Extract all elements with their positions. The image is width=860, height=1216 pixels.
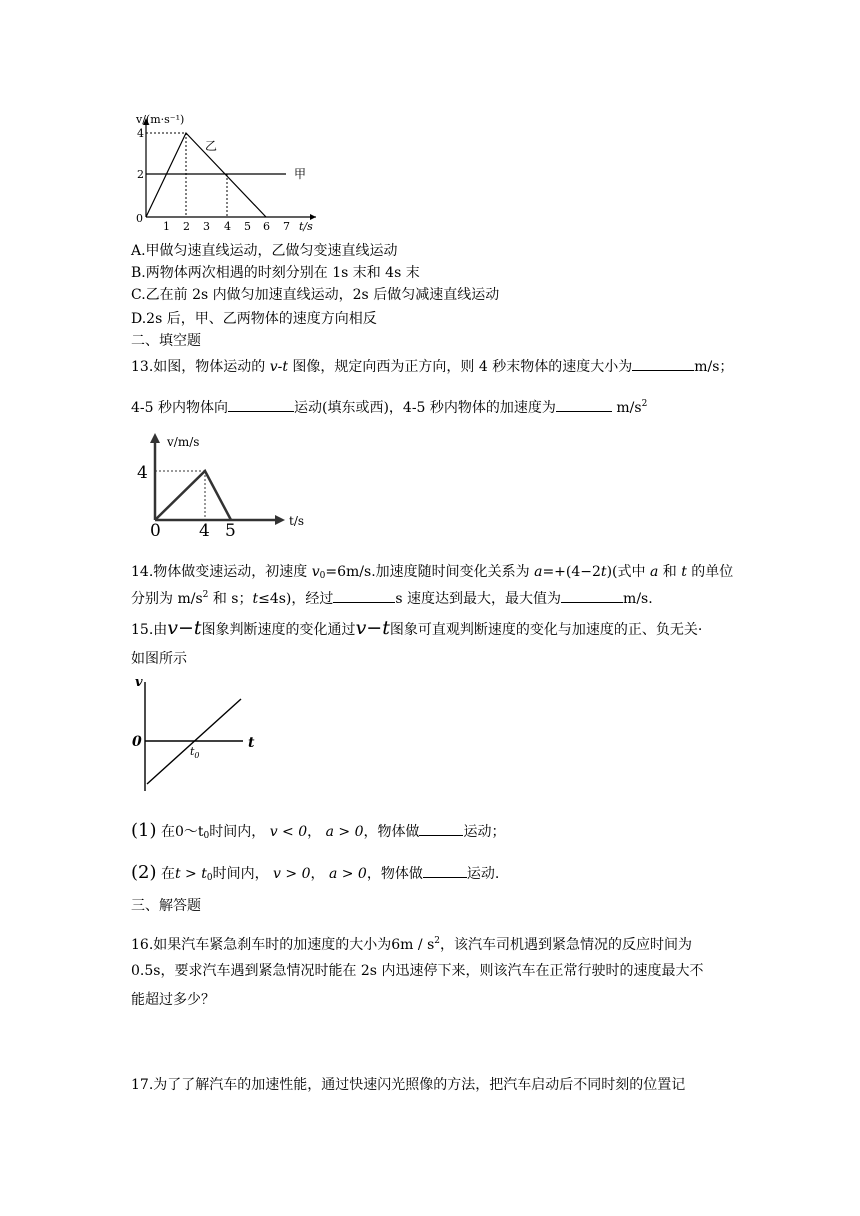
q13-blank-1[interactable] — [632, 356, 694, 371]
sub2-cond-v: v > 0 — [273, 866, 311, 882]
sub2-a: 在 — [160, 866, 175, 882]
question-15-line-2: 如图所示 — [131, 651, 187, 667]
q14-text-a: 14.物体做变速运动，初速度 — [131, 564, 312, 580]
fig3-t0 — [190, 745, 200, 760]
q13-unit: m/s — [616, 400, 642, 416]
sub2-e: 运动. — [466, 866, 500, 882]
q14-text-c: =+(4−2 — [542, 564, 601, 580]
question-16-line-1 — [131, 932, 692, 954]
question-15-line-1 — [131, 616, 702, 642]
fig2-x-label: t/s — [289, 514, 305, 528]
sub1-b: 时间内， — [209, 824, 266, 840]
fig2-series-line — [155, 471, 231, 520]
figure-2-svg — [131, 428, 321, 543]
question-17-line-1: 17.为了了解汽车的加速性能，通过快速闪光照像的方法，把汽车启动后不同时刻的位置记 — [131, 1077, 686, 1093]
question-13-line-1 — [131, 356, 733, 376]
q13-text-b: 图像，规定向西为正方向，则 4 秒末物体的速度大小为 — [287, 359, 633, 375]
sub-question-2: (2) 在$t > t_0$时间内， v > 0， a > 0，物体做 运动. — [131, 862, 500, 883]
q14-t-2: t — [681, 564, 687, 580]
sub1-range-sub: 0 — [203, 831, 210, 841]
q14-line2-e: m/s. — [623, 591, 653, 607]
q14-t: t — [600, 564, 607, 580]
figure-1-y-tick-2: 2 — [137, 168, 144, 181]
q13-line2-b: 运动(填东或西)，4-5 秒内物体的加速度为 — [294, 400, 556, 416]
question-14-line-2 — [131, 586, 653, 608]
sub2-cond: t > t — [174, 866, 207, 882]
fig2-y-label: v/m/s — [167, 435, 200, 449]
sub1-blank[interactable] — [419, 821, 463, 836]
sub2-num: (2) — [131, 862, 157, 883]
q14-line2-t: t — [252, 591, 259, 607]
sub1-a: 在 — [160, 824, 175, 840]
figure-1-vt-graph — [131, 112, 321, 232]
q14-line2-b: 和 s； — [208, 591, 253, 607]
figure-3-svg — [131, 676, 266, 796]
figure-1-x-label: t/s — [299, 220, 313, 232]
figure-3-vt-graph — [131, 676, 266, 796]
question-16-line-2: 0.5s，要求汽车遇到紧急情况时能在 2s 内迅速停下来，则该汽车在正常行驶时的速度最大不 — [131, 963, 704, 979]
question-16-line-3: 能超过多少？ — [131, 992, 215, 1008]
q15-middle: 图象判断速度的变化通过 — [201, 622, 356, 638]
q14-a: a — [534, 564, 543, 580]
q14-text-f: 的单位 — [686, 564, 734, 580]
figure-1-x-tick-7: 7 — [283, 220, 290, 232]
q13-unit-exp: 2 — [641, 399, 648, 409]
q16-line1-b: ，该汽车司机遇到紧急情况的反应时间为 — [439, 937, 692, 953]
q13-text-c: m/s； — [694, 359, 734, 375]
option-b: B.两物体两次相遇的时刻分别在 1s 末和 4s 末 — [131, 265, 420, 281]
sub2-d: ，物体做 — [366, 866, 423, 882]
q14-text-b: =6m/s.加速度随时间变化关系为 — [325, 564, 535, 580]
fig3-y-label: v — [135, 676, 143, 690]
fig2-x-tick-4: 4 — [199, 521, 210, 541]
q14-line2-a: 分别为 m/s — [131, 591, 203, 607]
sub1-num: (1) — [131, 820, 157, 841]
q15-vt-1: v−t — [167, 617, 202, 639]
figure-1-x-tick-5: 5 — [244, 220, 251, 232]
q16-accel: 6m / s — [391, 937, 435, 953]
option-a: A.甲做匀速直线运动，乙做匀变速直线运动 — [131, 243, 398, 259]
sub1-d: ，物体做 — [363, 824, 420, 840]
q14-line2-c: ≤4s)，经过 — [258, 591, 334, 607]
q14-blank-2[interactable] — [561, 588, 623, 603]
sub1-cond-a: a > 0 — [325, 824, 364, 840]
figure-1-svg — [131, 112, 321, 232]
section-2-heading: 二、填空题 — [131, 333, 201, 349]
sub-question-1: (1) 在$0\sim t_0$时间内， v < 0， a > 0，物体做 运动； — [131, 820, 506, 841]
fig3-x-label: t — [248, 735, 255, 751]
figure-1-label-yi: 乙 — [205, 139, 218, 153]
figure-2-vt-graph — [131, 428, 321, 543]
q13-blank-2[interactable] — [228, 397, 294, 412]
q15-prefix: 15.由 — [131, 622, 168, 638]
q16-accel-exp: 2 — [434, 936, 440, 946]
question-14-line-1 — [131, 563, 733, 585]
option-c: C.乙在前 2s 内做匀加速直线运动，2s 后做匀减速直线运动 — [131, 287, 500, 303]
q14-line2-d: s 速度达到最大，最大值为 — [395, 591, 562, 607]
option-d: D.2s 后，甲、乙两物体的速度方向相反 — [131, 311, 377, 327]
q13-text-a: 13.如图，物体运动的 — [131, 359, 270, 375]
q14-v-sub: 0 — [319, 571, 326, 581]
q15-vt-2: v−t — [355, 617, 390, 639]
fig2-x-tick-5: 5 — [225, 521, 236, 541]
sub1-range: 0～t — [174, 824, 204, 840]
sub1-cond-v: v < 0 — [269, 824, 308, 840]
q14-v: v — [311, 564, 320, 580]
question-13-line-2 — [131, 395, 647, 417]
figure-1-x-tick-3: 3 — [203, 220, 210, 232]
q13-vt: v-t — [269, 359, 288, 375]
section-3-heading: 三、解答题 — [131, 898, 201, 914]
fig3-origin: 0 — [132, 734, 142, 750]
figure-1-x-tick-6: 6 — [263, 220, 270, 232]
figure-1-x-tick-2: 2 — [183, 220, 190, 232]
sub2-cond-sub: 0 — [206, 873, 213, 883]
q14-a-2: a — [649, 564, 659, 580]
figure-1-x-tick-1: 1 — [163, 220, 170, 232]
figure-1-y-label: v/(m·s⁻¹) — [136, 113, 185, 126]
fig3-t0-main: t — [190, 745, 195, 758]
q13-line2-a: 4-5 秒内物体向 — [131, 400, 228, 416]
fig2-x-tick-0: 0 — [150, 521, 161, 541]
q16-line1-a: 16.如果汽车紧急刹车时的加速度的大小为 — [131, 937, 392, 953]
sub2-cond-a: a > 0 — [328, 866, 367, 882]
sub1-e: 运动； — [463, 824, 506, 840]
sub2-blank[interactable] — [423, 863, 467, 878]
figure-1-label-jia: 甲 — [294, 167, 307, 181]
figure-1-y-tick-0: 0 — [136, 212, 143, 225]
q14-text-d: )(式中 — [606, 564, 650, 580]
q13-blank-3[interactable] — [556, 397, 612, 412]
sub2-b: 时间内， — [212, 866, 269, 882]
figure-1-x-tick-4: 4 — [224, 220, 231, 232]
q14-text-e: 和 — [658, 564, 682, 580]
q15-suffix: 图象可直观判断速度的变化与加速度的正、负无关· — [389, 622, 703, 638]
figure-1-y-tick-4: 4 — [137, 127, 144, 140]
fig2-x-arrow — [275, 515, 285, 525]
fig2-y-tick-4: 4 — [137, 463, 148, 483]
q14-line2-exp: 2 — [202, 590, 209, 600]
fig3-t0-sub: 0 — [194, 751, 200, 760]
fig2-y-arrow — [150, 433, 160, 443]
q14-blank-1[interactable] — [333, 588, 395, 603]
